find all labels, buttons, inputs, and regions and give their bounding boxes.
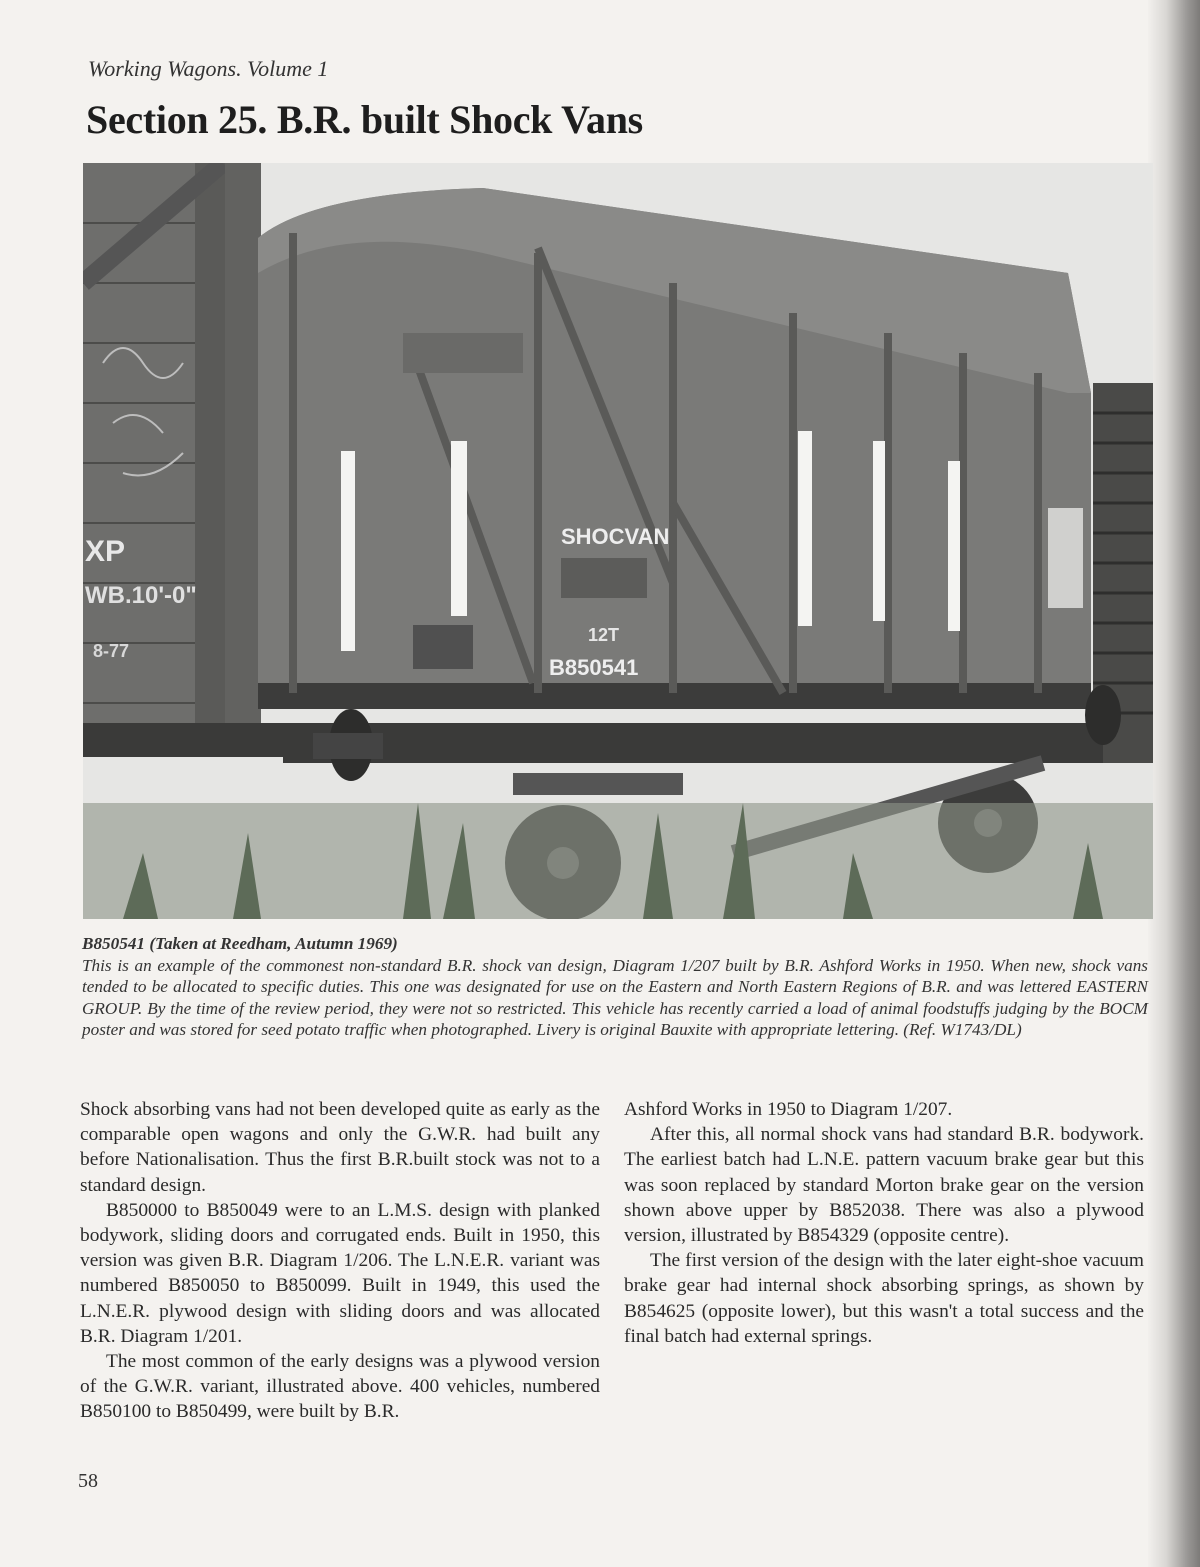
paragraph: Ashford Works in 1950 to Diagram 1/207. (624, 1099, 953, 1120)
paragraph: B850000 to B850049 were to an L.M.S. design with planked bodywork, sliding doors and corrugated ends. Built in 1950, this version was given B.R. Diagram 1/206. The L.N.E.R. variant was numbered B850050 to B850099. Built in 1949, this used the L.N.E.R. plywood design with sliding doors and was allocated B.R. Diagram 1/201. (80, 1199, 600, 1347)
body-column-right (624, 1097, 1144, 1349)
wagon-photograph (83, 163, 1153, 919)
caption-body: This is an example of the commonest non-standard B.R. shock van design, Diagram 1/207 built by B.R. Ashford Works in 1950. When new, shock vans tended to be allocated to specific duties. This one was designated for use on the Eastern and North Eastern Regions of B.R. and was lettered EASTERN GROUP. By the time of the review period, they were not so restricted. This vehicle has recently carried a load of animal foodstuffs judging by the BOCM poster and was stored for seed potato traffic when photographed. Livery is original Bauxite with appropriate lettering. (Ref. W1743/DL) (82, 955, 1148, 1039)
left-wagon-marking-xp: XP (85, 535, 126, 568)
section-title: Section 25. B.R. built Shock Vans (86, 97, 643, 142)
shock-van-body (258, 188, 1091, 709)
van-marking-number: B850541 (549, 655, 639, 680)
weeds (83, 803, 1153, 919)
photo-caption (82, 933, 1148, 1041)
paragraph: The first version of the design with the later eight-shoe vacuum brake gear had internal shock absorbing springs, as shown by B854625 (opposite lower), but this wasn't a total success and the final batch had external springs. (624, 1250, 1144, 1347)
caption-title: B850541 (Taken at Reedham, Autumn 1969) (82, 934, 398, 953)
van-marking-tonnage: 12T (588, 625, 620, 645)
paragraph: After this, all normal shock vans had standard B.R. bodywork. The earliest batch had L.N.E. pattern vacuum brake gear but this was soon replaced by standard Morton brake gear on the version shown above upper by B852038. There was also a plywood version, illustrated by B854329 (opposite centre). (624, 1124, 1144, 1247)
page-number: 58 (78, 1470, 98, 1492)
body-column-left (80, 1097, 600, 1425)
book-spine-shadow (1148, 0, 1200, 1567)
running-head: Working Wagons. Volume 1 (88, 56, 329, 81)
left-wagon-marking-wheelbase: WB.10'-0" (85, 582, 197, 609)
paragraph: The most common of the early designs was a plywood version of the G.W.R. variant, illustrated above. 400 vehicles, numbered B850100 to B850499, were built by B.R. (80, 1351, 600, 1423)
van-marking-type: SHOCVAN (561, 524, 670, 549)
left-wagon-marking-date: 8-77 (93, 641, 130, 661)
paragraph: Shock absorbing vans had not been developed quite as early as the comparable open wagons and only the G.W.R. had built any before Nationalisation. Thus the first B.R.built stock was not to a standard design. (80, 1099, 600, 1196)
